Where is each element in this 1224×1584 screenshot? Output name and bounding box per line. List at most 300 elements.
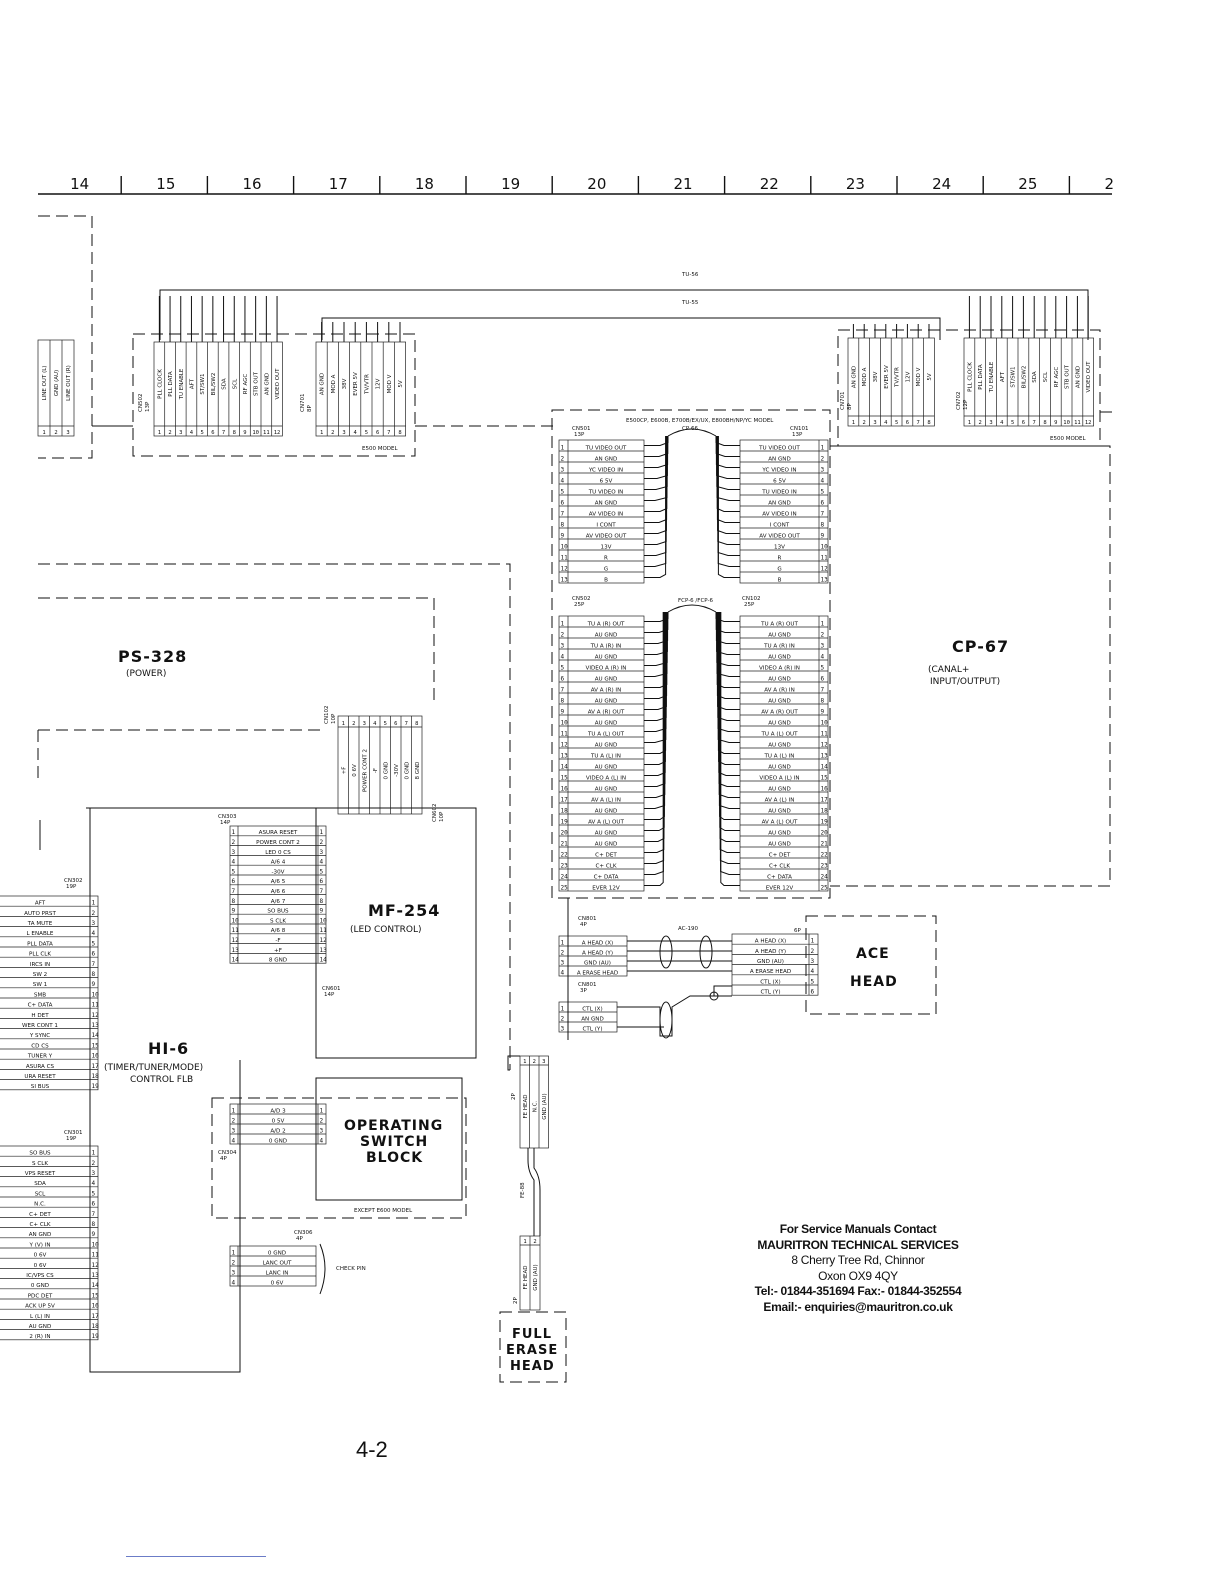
pin-label: AN GND xyxy=(768,500,791,507)
pin-number: 2 xyxy=(91,909,96,917)
pin-number: 21 xyxy=(820,840,828,848)
pin-label: SDA xyxy=(221,378,228,390)
pin-number: 25 xyxy=(820,884,828,892)
wire xyxy=(644,436,667,479)
wire xyxy=(644,436,667,523)
pin-number: 8 xyxy=(415,721,419,727)
connector-name-cn101: CN101 xyxy=(790,426,809,432)
pin-label: TUNER Y xyxy=(27,1053,53,1060)
connector-pins-cn701: 8P xyxy=(307,405,313,412)
pin-number: 12 xyxy=(319,937,327,944)
connector-pins-cn_fe: 2P xyxy=(511,1093,517,1100)
pin-number: 9 xyxy=(820,708,825,716)
connector-name-cn102_ps: CN102 xyxy=(324,705,330,724)
pin-number: 3 xyxy=(91,1170,96,1177)
pin-number: 25 xyxy=(560,884,568,892)
connector-pins-cn601: 14P xyxy=(324,992,335,998)
cn701-connector-right xyxy=(848,338,934,426)
cp66-name: CP-66 xyxy=(682,426,699,432)
grid-col-22: 22 xyxy=(759,175,779,193)
cp67-title: CP-67 xyxy=(952,637,1010,656)
pin-number: 9 xyxy=(560,532,565,540)
connector-pins-cn502_25: 25P xyxy=(574,602,585,608)
wire xyxy=(719,612,740,765)
pin-number: 6 xyxy=(231,878,236,886)
pin-label: STB OUT xyxy=(1064,364,1071,390)
pin-number: 2 xyxy=(560,631,565,639)
pin-label: C+ DATA xyxy=(593,874,619,881)
pin-label: TU A (L) OUT xyxy=(587,731,625,738)
pin-label: ASURA RESET xyxy=(258,830,298,837)
pin-label: SO BUS xyxy=(29,1150,51,1157)
wire xyxy=(716,436,740,446)
pin-number: 14 xyxy=(231,956,239,964)
pin-label: PDC DET xyxy=(27,1293,53,1300)
pin-number: 17 xyxy=(560,796,568,804)
pin-label: SMB xyxy=(33,992,47,999)
connector-pins-cn8a: 3P xyxy=(580,988,587,994)
pin-number: 5 xyxy=(200,430,204,436)
pin-number: 11 xyxy=(560,730,568,738)
pin-label: CD CS xyxy=(31,1043,49,1050)
pin-number: 2 xyxy=(331,430,335,436)
wire xyxy=(644,436,666,545)
pin-number: 9 xyxy=(91,1231,96,1239)
shield-loop xyxy=(660,1002,672,1038)
pin-label: WER CONT 1 xyxy=(22,1023,58,1029)
pin-label: YC VIDEO IN xyxy=(588,467,624,474)
pin-number: 5 xyxy=(91,1190,96,1198)
pin-label: Y SYNC xyxy=(29,1033,51,1040)
pin-number: 3 xyxy=(560,1025,565,1033)
pin-number: 7 xyxy=(91,960,96,968)
pin-number: 11 xyxy=(1074,420,1081,426)
pin-number: 8 xyxy=(231,897,236,905)
cn701-connector-left xyxy=(316,342,406,436)
pin-label: 6 5V xyxy=(599,478,613,485)
pin-label: TV/VTR xyxy=(364,374,371,394)
pin-number: 2 xyxy=(820,631,825,639)
pin-number: 1 xyxy=(231,829,236,837)
pin-label: G xyxy=(603,566,609,573)
pin-number: 13 xyxy=(820,752,828,760)
pin-number: 15 xyxy=(91,1042,99,1050)
wire xyxy=(644,612,665,809)
pin-number: 18 xyxy=(820,807,828,815)
ace-head-table xyxy=(732,934,818,996)
pin-number: 17 xyxy=(91,1312,99,1320)
pin-number: 7 xyxy=(404,721,408,727)
pin-label: TU A (R) OUT xyxy=(587,621,625,628)
pin-label: VIDEO A (L) IN xyxy=(585,775,627,782)
pin-label: 8 GND xyxy=(268,957,288,964)
pin-label: VIDEO OUT xyxy=(1086,361,1093,393)
grid-col-21: 21 xyxy=(673,175,693,193)
pin-label: AV VIDEO OUT xyxy=(759,533,800,540)
pin-number: 4 xyxy=(189,430,194,436)
pin-number: 7 xyxy=(319,888,324,895)
connector-pins-cn102_ps: 10P xyxy=(331,713,337,724)
ace-line2: HEAD xyxy=(850,974,898,990)
pin-number: 10 xyxy=(231,917,239,925)
grid-col-24: 24 xyxy=(932,175,952,193)
pin-number: 8 xyxy=(91,971,96,978)
pin-number: 4 xyxy=(820,653,825,661)
pin-number: 17 xyxy=(91,1062,99,1070)
mf254-subtitle: (LED CONTROL) xyxy=(350,925,422,935)
pin-label: A/6 4 xyxy=(270,859,286,866)
pin-label: AU GND xyxy=(768,786,791,793)
mf254-title: MF-254 xyxy=(368,901,441,920)
wire xyxy=(644,436,668,468)
pin-number: 1 xyxy=(820,444,825,452)
pin-number: 11 xyxy=(91,1251,99,1259)
hi6-title: HI-6 xyxy=(148,1039,190,1058)
pin-label: RF AGC xyxy=(242,373,249,395)
pin-number: 2 xyxy=(862,420,866,426)
pin-number: 8 xyxy=(398,430,402,436)
pin-number: 6 xyxy=(820,499,825,507)
pin-label: VIDEO OUT xyxy=(275,368,282,400)
ac190-label: AC-190 xyxy=(678,926,698,932)
ps328-title: PS-328 xyxy=(118,647,188,666)
pin-label: C+ CLK xyxy=(768,863,791,870)
pin-number: 12 xyxy=(560,565,568,573)
pin-label: B xyxy=(604,577,608,584)
cn306-table xyxy=(230,1246,316,1286)
pin-label: I CONT xyxy=(769,522,790,529)
pin-label: AN GND xyxy=(594,500,618,507)
pin-label: 0 GND xyxy=(383,761,390,780)
pin-label: TU VIDEO OUT xyxy=(585,445,627,452)
pin-number: 9 xyxy=(560,708,565,716)
wire xyxy=(644,436,668,446)
pin-number: 24 xyxy=(820,873,828,881)
pin-label: AU GND xyxy=(594,698,618,705)
pin-number: 7 xyxy=(560,686,565,694)
pin-number: 2 xyxy=(560,949,565,957)
pin-label: TU VIDEO OUT xyxy=(759,445,800,452)
pin-label: PLL CLK xyxy=(28,951,52,958)
pin-number: 3 xyxy=(231,848,236,856)
connector-pins-cn502: 13P xyxy=(145,401,151,412)
pin-label: AU GND xyxy=(768,808,791,815)
pin-number: 5 xyxy=(894,420,899,426)
pin-number: 3 xyxy=(319,1127,324,1135)
pin-number: 3 xyxy=(362,721,366,727)
pin-label: AN GND xyxy=(581,1016,604,1023)
pin-number: 11 xyxy=(263,430,270,436)
pin-number: 3 xyxy=(560,959,565,967)
pin-number: 2 xyxy=(810,947,815,955)
pin-label: AU GND xyxy=(594,830,618,837)
pin-number: 16 xyxy=(820,785,828,793)
pin-label: SO BUS xyxy=(267,908,289,915)
pin-label: GND (AU) xyxy=(584,960,611,967)
pin-number: 12 xyxy=(91,1011,99,1019)
pin-number: 5 xyxy=(364,430,369,436)
pin-number: 10 xyxy=(319,917,327,925)
pin-number: 8 xyxy=(319,897,324,905)
hi6-subtitle2: CONTROL FLB xyxy=(130,1075,194,1085)
fe-line1: FULL xyxy=(512,1327,553,1342)
pin-number: 2 xyxy=(560,1015,565,1023)
pin-number: 8 xyxy=(1043,420,1047,426)
pin-number: 5 xyxy=(810,978,815,986)
pin-label: TA MUTE xyxy=(27,921,53,927)
contact-line-1: For Service Manuals Contact xyxy=(779,1222,937,1236)
pin-label: AN GND xyxy=(264,372,271,396)
pin-number: 12 xyxy=(820,565,828,573)
pin-number: 18 xyxy=(91,1073,99,1080)
pin-number: 1 xyxy=(91,899,96,907)
pin-number: 1 xyxy=(820,620,825,628)
grid-col-20: 20 xyxy=(587,175,607,193)
fe-head-connector-lower xyxy=(520,1236,540,1310)
pin-number: 13 xyxy=(91,1272,99,1279)
pin-number: 14 xyxy=(91,1282,99,1290)
pin-label: MOD V xyxy=(916,367,923,387)
connector-name-cn304: CN304 xyxy=(218,1150,237,1156)
cn501-table xyxy=(559,440,644,583)
pin-number: 9 xyxy=(319,907,324,915)
pin-number: 3 xyxy=(231,1127,236,1135)
fe-line2: ERASE xyxy=(506,1343,559,1358)
page-number: 4-2 xyxy=(356,1437,388,1462)
pin-label: 6 5V xyxy=(773,478,786,485)
pin-number: 2 xyxy=(820,455,825,463)
tu56-connector-right xyxy=(964,338,1094,426)
cp66-header: E500CP, E600B, E700B/EX/UX, E800BH/NP/YC MODEL xyxy=(626,418,774,424)
pin-label: AU GND xyxy=(594,742,618,749)
pin-label: AU GND xyxy=(594,786,618,793)
pin-label: SDA xyxy=(34,1181,46,1188)
pin-number: 4 xyxy=(1000,420,1004,426)
pin-number: 10 xyxy=(1063,420,1070,426)
pin-number: 7 xyxy=(820,686,825,694)
connector-name-cn702: CN702 xyxy=(956,391,962,410)
pin-number: 7 xyxy=(221,430,226,436)
pin-label: 0 6V xyxy=(33,1252,47,1259)
pin-label: CTL (X) xyxy=(760,979,781,986)
cn801-table xyxy=(559,936,627,976)
pin-number: 19 xyxy=(91,1333,99,1341)
pin-label: AV A (L) OUT xyxy=(761,819,798,826)
connector-tables xyxy=(0,338,1094,1340)
opsw-line2: SWITCH xyxy=(360,1134,429,1150)
wire xyxy=(721,612,740,875)
dashed-frames xyxy=(38,216,1110,1382)
connector-name-cn601: CN601 xyxy=(322,986,341,992)
pin-number: 8 xyxy=(820,697,825,705)
pin-number: 12 xyxy=(820,741,828,749)
pin-number: 14 xyxy=(91,1032,99,1040)
pin-label: LANC IN xyxy=(265,1270,289,1277)
pin-number: 1 xyxy=(319,1107,324,1115)
pin-number: 11 xyxy=(319,927,327,935)
pin-number: 10 xyxy=(252,430,259,436)
pin-label: AU GND xyxy=(768,720,791,727)
pin-label: SCL xyxy=(34,1191,46,1198)
pin-number: 1 xyxy=(91,1149,96,1157)
pin-label: A/6 7 xyxy=(270,898,286,905)
pin-number: 16 xyxy=(91,1052,99,1060)
pin-number: 17 xyxy=(820,796,828,804)
connector-pins-cn301: 19P xyxy=(66,1136,77,1142)
wire xyxy=(719,612,740,776)
pin-label: -30V xyxy=(271,869,285,876)
pin-label: IRCS IN xyxy=(29,961,51,968)
contact-line-6: Email:- enquiries@mauritron.co.uk xyxy=(763,1299,953,1314)
pin-label: MOD V xyxy=(386,374,393,394)
connector-name-cn602: CN602 xyxy=(432,803,438,822)
pin-label: MOD A xyxy=(330,374,337,394)
pin-label: GND (AU) xyxy=(54,369,60,397)
pin-label: ASURA CS xyxy=(25,1063,55,1070)
cable-bundles xyxy=(159,296,1088,342)
pin-label: SI BUS xyxy=(30,1084,50,1091)
pin-label: 0 GND xyxy=(268,1138,288,1145)
pin-label: 0 5V xyxy=(271,1118,285,1125)
pin-number: 6 xyxy=(560,675,565,683)
pin-number: 8 xyxy=(927,420,931,426)
pin-label: H DET xyxy=(31,1012,49,1019)
pin-label: PLL DATA xyxy=(168,371,175,397)
pin-label: SCL xyxy=(232,378,239,390)
wire xyxy=(644,436,666,534)
pin-label: MOD A xyxy=(862,367,869,387)
pin-number: 7 xyxy=(91,1210,96,1218)
wire xyxy=(644,612,666,754)
grid-col-19: 19 xyxy=(501,175,521,193)
pin-label: 8 GND xyxy=(414,761,421,780)
pin-number: 24 xyxy=(560,873,568,881)
pin-label: I CONT xyxy=(596,522,616,529)
pin-label: G xyxy=(777,566,782,573)
pin-number: 1 xyxy=(319,829,324,837)
grid-col-25: 25 xyxy=(1018,175,1038,193)
pin-number: 4 xyxy=(319,1137,324,1145)
pin-label: -30V xyxy=(393,764,400,777)
pin-number: 6 xyxy=(394,721,398,727)
hi6-subtitle1: (TIMER/TUNER/MODE) xyxy=(104,1063,204,1073)
pin-label: A HEAD (X) xyxy=(754,938,787,945)
pin-number: 8 xyxy=(820,521,825,529)
pin-number: 6 xyxy=(91,950,96,958)
pin-label: AU GND xyxy=(594,676,618,683)
pin-number: 22 xyxy=(560,851,568,859)
wire xyxy=(644,436,668,457)
pin-number: 13 xyxy=(560,576,568,584)
pin-number: 19 xyxy=(820,818,828,826)
pin-label: 0 GND xyxy=(267,1250,287,1257)
pin-number: 10 xyxy=(820,719,828,727)
connector-pins-cn501_cp: 13P xyxy=(574,432,585,438)
pin-number: 12 xyxy=(91,1261,99,1269)
pin-number: 4 xyxy=(319,858,324,866)
pin-label: A/D 2 xyxy=(270,1128,286,1135)
pin-label: POWER CONT 2 xyxy=(256,840,300,846)
grid-col-17: 17 xyxy=(328,175,348,193)
pin-number: 2 xyxy=(319,839,324,846)
pin-label: VPS RESET xyxy=(24,1171,56,1177)
pin-number: 3 xyxy=(820,466,825,474)
pin-number: 2 xyxy=(231,1259,236,1267)
pin-number: 16 xyxy=(560,785,568,793)
pin-label: VIDEO A (L) IN xyxy=(759,775,800,782)
pin-number: 2 xyxy=(352,721,356,727)
pin-label: 0 6V xyxy=(33,1262,47,1269)
pin-number: 9 xyxy=(820,532,825,540)
pin-number: 4 xyxy=(91,1180,96,1188)
pin-number: 15 xyxy=(560,774,568,782)
grid-col-2: 2 xyxy=(1104,175,1115,193)
pin-number: 11 xyxy=(820,554,828,562)
pin-number: 9 xyxy=(1054,420,1058,426)
pin-number: 6 xyxy=(91,1200,96,1208)
pin-number: 4 xyxy=(884,420,888,426)
pin-number: 2 xyxy=(978,420,982,426)
pin-label: AU GND xyxy=(768,654,791,661)
pin-label: A/D 3 xyxy=(270,1108,286,1115)
pin-number: 3 xyxy=(542,1059,546,1065)
fe88-label: FE-88 xyxy=(520,1182,526,1198)
pin-number: 5 xyxy=(820,664,825,672)
ps328-connector xyxy=(338,716,422,814)
pin-number: 4 xyxy=(560,477,565,485)
connector-name-cn306: CN306 xyxy=(294,1230,313,1236)
cp67-subtitle2: INPUT/OUTPUT) xyxy=(930,677,1001,687)
pin-number: 2 xyxy=(54,430,58,436)
pin-label: AU GND xyxy=(594,764,618,771)
pin-label: AN GND xyxy=(768,456,791,463)
grid-column-header xyxy=(38,175,1114,194)
pin-number: 5 xyxy=(1010,420,1015,426)
pin-label: N.C. xyxy=(34,1201,46,1208)
pin-label: 5V xyxy=(927,373,933,381)
wire xyxy=(719,612,740,798)
pin-number: 2 xyxy=(231,839,236,846)
pin-number: 6 xyxy=(560,499,565,507)
pin-number: 9 xyxy=(231,907,236,915)
pin-number: 2 xyxy=(319,1117,324,1125)
pin-number: 1 xyxy=(523,1059,527,1065)
pin-number: 12 xyxy=(273,430,281,436)
wire xyxy=(644,612,664,853)
pin-label: AV A (R) OUT xyxy=(761,709,798,716)
pin-label: ST/SW1 xyxy=(1010,366,1017,388)
contact-line-3: 8 Cherry Tree Rd, Chinnor xyxy=(791,1253,925,1267)
pin-number: 14 xyxy=(560,763,568,771)
wire xyxy=(644,612,664,864)
pin-label: CTL (Y) xyxy=(582,1026,603,1033)
grid-col-16: 16 xyxy=(242,175,262,193)
e500-model-right: E500 MODEL xyxy=(1050,436,1086,442)
wire xyxy=(720,612,740,853)
pin-number: 11 xyxy=(91,1001,99,1009)
wire xyxy=(718,436,740,556)
grid-col-23: 23 xyxy=(845,175,865,193)
pin-label: AN GND xyxy=(594,456,618,463)
wire xyxy=(644,612,665,776)
pin-label: STB OUT xyxy=(253,371,260,397)
e500-model-left: E500 MODEL xyxy=(362,446,398,452)
pin-number: 19 xyxy=(91,1083,99,1091)
pin-label: GND (AU) xyxy=(541,1093,548,1120)
pin-number: 5 xyxy=(319,868,324,876)
pin-label: RF AGC xyxy=(1053,366,1060,388)
wire xyxy=(644,436,666,578)
